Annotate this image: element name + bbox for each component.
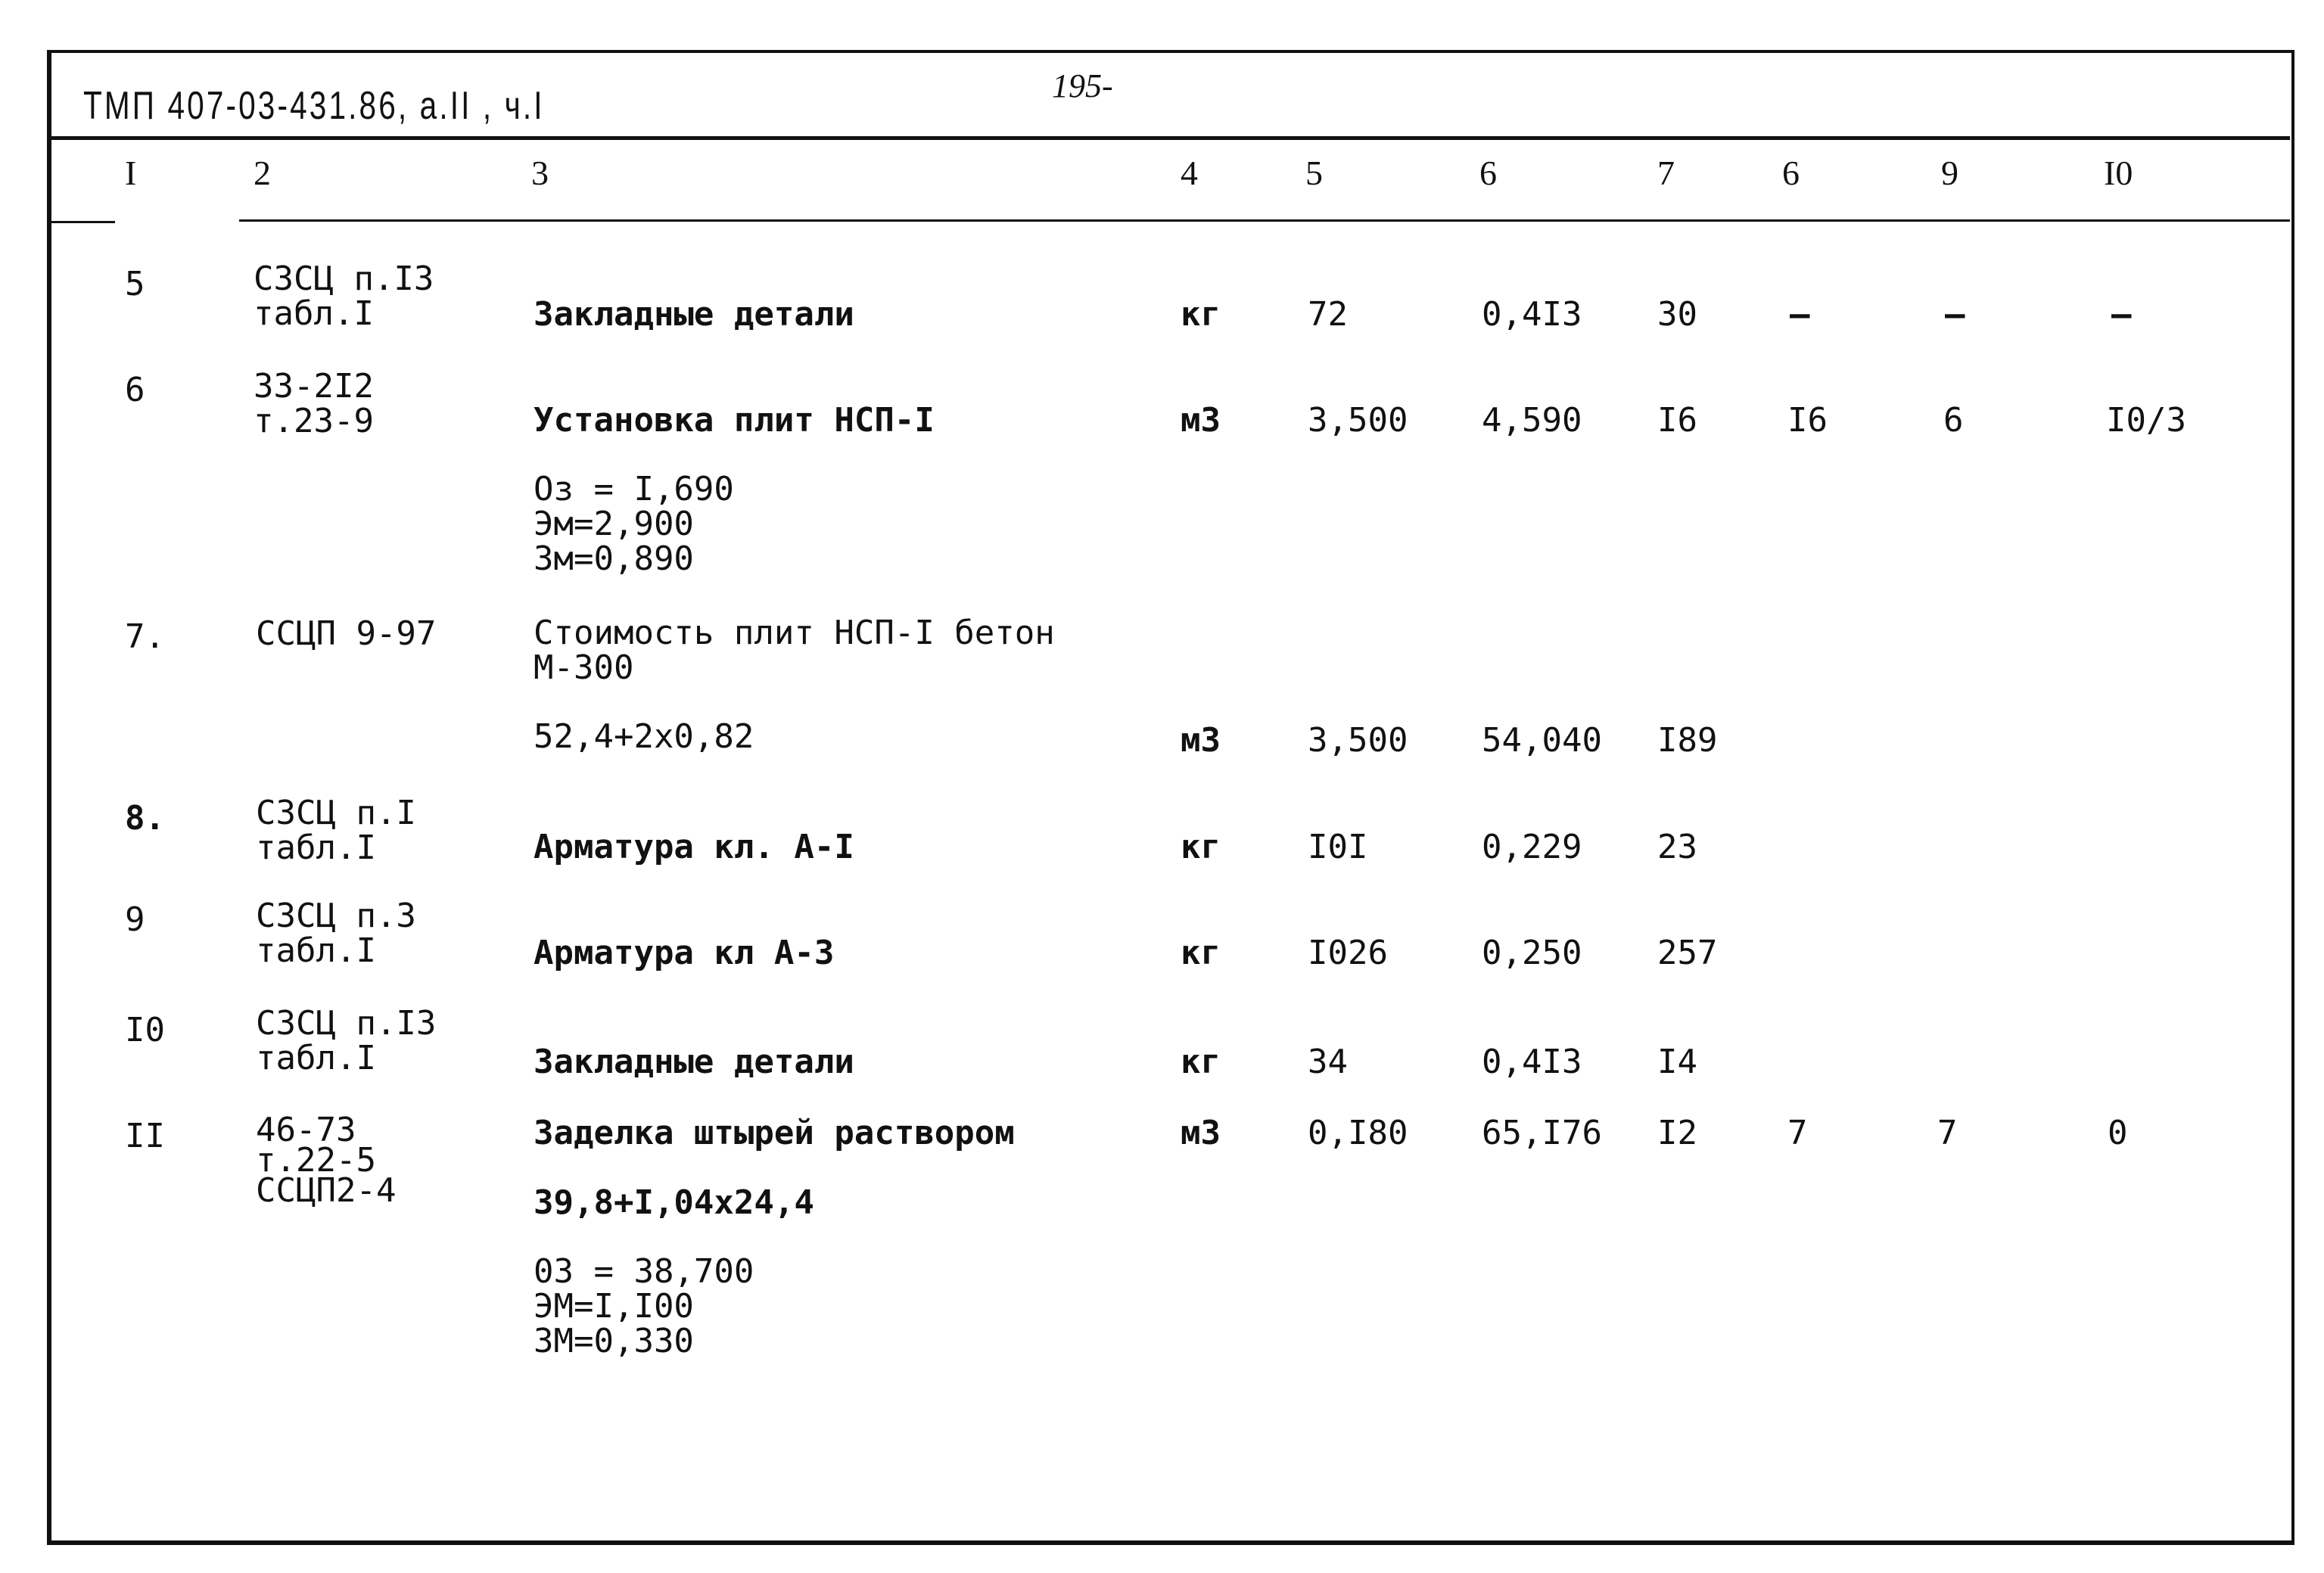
row-quantity: I026 xyxy=(1308,934,1388,972)
row-total: 257 xyxy=(1657,934,1718,972)
row-unit: кг xyxy=(1181,828,1221,866)
row-price: 0,4I3 xyxy=(1482,295,1582,334)
column-number: 5 xyxy=(1305,154,1323,192)
row-quantity: 3,500 xyxy=(1308,401,1408,440)
row-unit: м3 xyxy=(1181,401,1221,440)
row-col10: I0/3 xyxy=(2106,401,2186,440)
row-price: 0,250 xyxy=(1482,934,1582,972)
row-name: Заделка штырей раствором xyxy=(534,1114,1015,1152)
row-col9: 6 xyxy=(1943,401,1964,440)
row-code: СЗСЦ п.I3 табл.I xyxy=(254,260,434,333)
row-number: 5 xyxy=(125,265,145,303)
row-price: 4,590 xyxy=(1482,401,1582,440)
row-number: 7. xyxy=(125,617,165,656)
row-name: Закладные детали xyxy=(534,295,854,334)
column-number: 4 xyxy=(1181,154,1198,192)
row-name: Установка плит НСП-I xyxy=(534,401,935,440)
header-rule xyxy=(47,136,2290,140)
row-subformula: 52,4+2х0,82 xyxy=(534,717,754,756)
row-number: I0 xyxy=(125,1011,165,1049)
row-formula: 03 = 38,700 ЭМ=I,I00 ЗМ=0,330 xyxy=(534,1252,754,1360)
row-name: Арматура кл А-3 xyxy=(534,934,835,972)
row-price: 0,229 xyxy=(1482,828,1582,866)
column-number: 6 xyxy=(1479,154,1497,192)
row-number: 9 xyxy=(125,900,145,939)
row-quantity: 0,I80 xyxy=(1308,1114,1408,1152)
column-number: I0 xyxy=(2104,154,2133,192)
row-quantity: 72 xyxy=(1308,295,1348,334)
row-unit: кг xyxy=(1181,1043,1221,1081)
row-total: I2 xyxy=(1657,1114,1697,1152)
row-unit: кг xyxy=(1181,934,1221,972)
row-total: I4 xyxy=(1657,1043,1697,1081)
row-total: 23 xyxy=(1657,828,1697,866)
row-col9: – xyxy=(1945,295,1965,334)
row-col10: 0 xyxy=(2108,1114,2128,1152)
row-name: Арматура кл. А-I xyxy=(534,828,854,866)
document-title: ТМП 407-03-431.86, a.II , ч.I xyxy=(83,84,545,128)
row-total: 30 xyxy=(1657,295,1697,334)
row-col8: I6 xyxy=(1787,401,1828,440)
row-code: СЗСЦ п.3 табл.I xyxy=(256,897,416,970)
column-number: 2 xyxy=(254,154,271,192)
row-col9: 7 xyxy=(1937,1114,1958,1152)
row-code: СЗСЦ п.I табл.I xyxy=(256,794,416,867)
row-col8: – xyxy=(1790,295,1810,334)
row-unit: кг xyxy=(1181,295,1221,334)
column-number: 3 xyxy=(531,154,549,192)
row-price: 54,040 xyxy=(1482,721,1602,760)
row-quantity: 34 xyxy=(1308,1043,1348,1081)
column-number: I xyxy=(125,154,137,192)
column-header-rule xyxy=(239,219,2290,222)
row-code: 46-73 т.22-5 ССЦП2-4 xyxy=(256,1111,397,1210)
page-number: 195- xyxy=(1052,67,1113,104)
row-unit: м3 xyxy=(1181,721,1221,760)
row-total: I6 xyxy=(1657,401,1697,440)
row-code: СЗСЦ п.I3 табл.I xyxy=(256,1004,437,1077)
row-total: I89 xyxy=(1657,721,1718,760)
column-number: 7 xyxy=(1657,154,1675,192)
row-formula: Оз = I,690 Эм=2,900 Зм=0,890 xyxy=(534,470,734,578)
row-code: 33-2I2 т.23-9 xyxy=(254,367,374,440)
row-number: II xyxy=(125,1117,165,1155)
row-name: Закладные детали xyxy=(534,1043,854,1081)
row-quantity: I0I xyxy=(1308,828,1368,866)
row-name: Стоимость плит НСП-I бетон М-300 xyxy=(534,614,1055,687)
column-number: 6 xyxy=(1782,154,1800,192)
column-number: 9 xyxy=(1941,154,1958,192)
row-code: ССЦП 9-97 xyxy=(256,614,437,653)
row-subformula: 39,8+I,04х24,4 xyxy=(534,1183,814,1222)
row-number: 6 xyxy=(125,371,145,409)
column-header-rule-stub xyxy=(47,221,115,223)
row-quantity: 3,500 xyxy=(1308,721,1408,760)
row-price: 0,4I3 xyxy=(1482,1043,1582,1081)
row-price: 65,I76 xyxy=(1482,1114,1602,1152)
row-unit: м3 xyxy=(1181,1114,1221,1152)
row-col8: 7 xyxy=(1787,1114,1808,1152)
row-col10: – xyxy=(2111,295,2132,334)
row-number: 8. xyxy=(125,799,165,838)
